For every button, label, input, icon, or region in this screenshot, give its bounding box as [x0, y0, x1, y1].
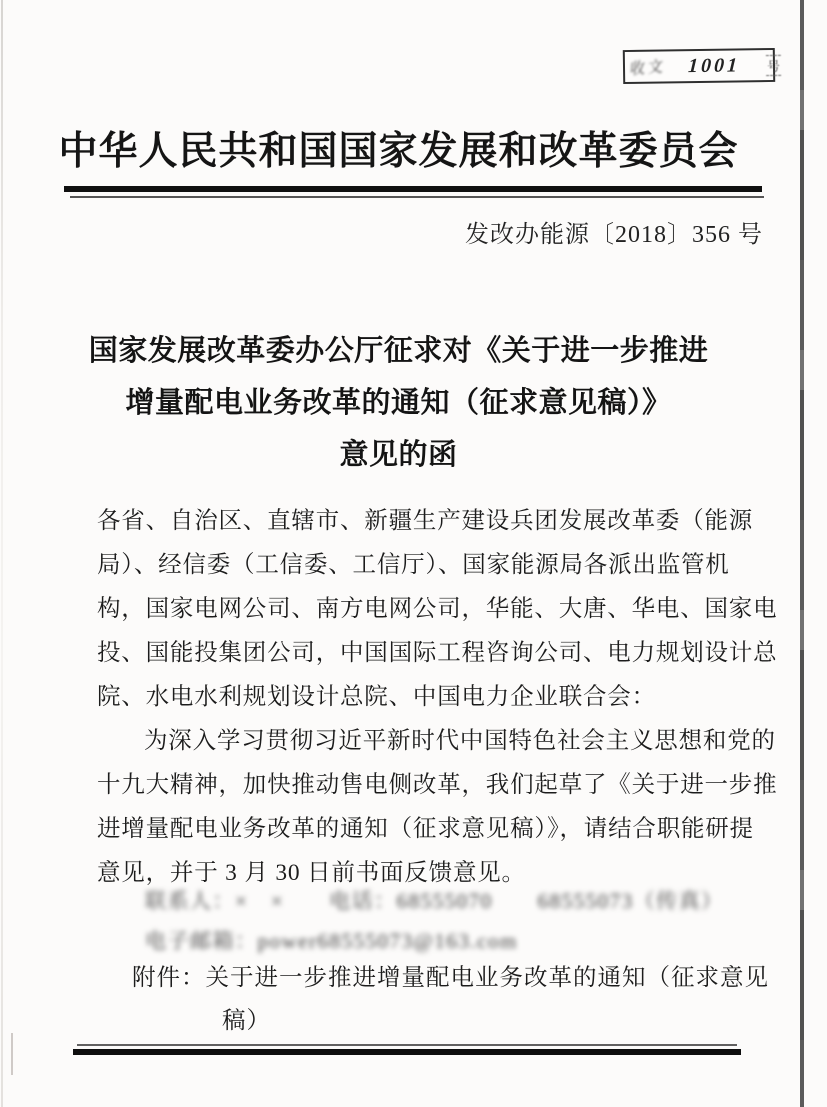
recipients-line: 局）、经信委（工信委、工信厅）、国家能源局各派出监管机 — [97, 552, 730, 578]
stamp-registration-number: 1001 — [687, 53, 741, 77]
document-title-line: 增量配电业务改革的通知（征求意见稿）》 — [125, 387, 672, 419]
document-title-line: 意见的函 — [339, 439, 458, 471]
footer-rule-thick — [73, 1049, 741, 1055]
attachment-line: 附件：关于进一步推进增量配电业务改革的通知（征求意见 — [132, 965, 769, 991]
document-title-line: 国家发展改革委办公厅征求对《关于进一步推进 — [88, 335, 709, 367]
contact-email-redacted-line: 电子邮箱：power68555073@163.com — [145, 929, 518, 953]
letterhead-rule-thick — [64, 186, 762, 192]
letterhead-rule-thin — [70, 196, 764, 198]
recipients-line: 各省、自治区、直辖市、新疆生产建设兵团发展改革委（能源 — [97, 508, 754, 534]
attachment-line: 稿） — [222, 1008, 271, 1034]
recipients-line: 投、国能投集团公司，中国国际工程咨询公司、电力规划设计总 — [97, 640, 778, 666]
scan-artifact-mark — [11, 1033, 13, 1075]
body-line: 进增量配电业务改革的通知（征求意见稿）》，请结合职能研提 — [97, 816, 754, 842]
document-title — [40, 325, 757, 481]
footer-rule-thin — [77, 1044, 737, 1046]
issuing-agency-name: 中华人民共和国国家发展和改革委员会 — [58, 130, 739, 173]
body-line: 意见，并于 3 月 30 日前书面反馈意见。 — [97, 860, 526, 886]
body-line: 为深入学习贯彻习近平新时代中国特色社会主义思想和党的 — [144, 728, 776, 754]
recipients-line: 构，国家电网公司、南方电网公司，华能、大唐、华电、国家电 — [97, 596, 778, 622]
document-reference-number: 发改办能源〔2018〕356 号 — [465, 222, 763, 248]
body-line: 十九大精神，加快推动售电侧改革，我们起草了《关于进一步推 — [97, 772, 778, 798]
recipients-line: 院、水电水利规划设计总院、中国电力企业联合会： — [97, 684, 656, 710]
received-stamp-box — [623, 48, 781, 84]
stamp-handwritten-scribble: 收文 — [629, 58, 667, 78]
stamp-number-suffix: 号 — [766, 54, 781, 75]
contact-info-redacted-line: 联系人：× × 电话：68555070 68555073（传真） — [145, 889, 724, 913]
